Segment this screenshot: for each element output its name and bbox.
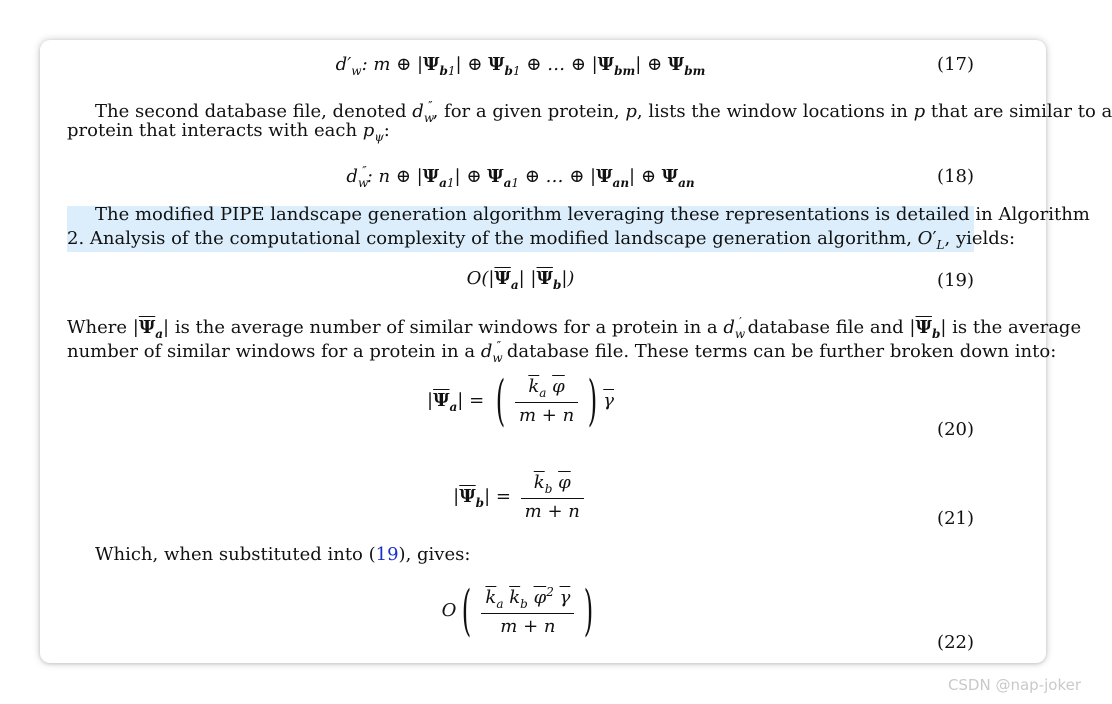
- equation-21-number: (21): [937, 508, 974, 529]
- paragraph-2-line-2: 2. Analysis of the computational complexity of the modified landscape generation algorithm, $O'_L$, yields:: [67, 228, 1016, 252]
- text-span: is the average number of similar windows for a protein in a: [169, 317, 724, 338]
- equation-18: [67, 164, 974, 190]
- equation-20-body: $|\overline{\Psi}_a|$ = ( $\frac{\overline{k}_a \overline{\varphi}}{m + n}$ ) $\overline{\gamma}$: [427, 369, 614, 432]
- paragraph-4: [67, 543, 974, 567]
- equation-17-number: (17): [937, 54, 974, 75]
- equation-20: [67, 369, 974, 444]
- equation-22-body: O ( $\frac{\overline{k}_a \overline{k}_b \overline{\varphi}^2 \overline{\gamma}}{m + n}$ ): [441, 579, 594, 642]
- paragraph-1-line-2: protein that interacts with each $p_\psi$:: [67, 120, 390, 144]
- text-span: database file. These terms can be further broken down into:: [501, 341, 1057, 362]
- equation-19-body: $O(|\overline{\Psi}_a|$ $|\overline{\Psi}_b|$): [466, 268, 575, 292]
- text-span: , yields:: [944, 228, 1016, 249]
- equation-21: [67, 472, 974, 534]
- equation-22: [67, 579, 974, 660]
- equation-20-number: (20): [937, 419, 974, 440]
- equation-21-body: $|\overline{\Psi}_b|$ = $\frac{\overline{k}_b \overline{\varphi}}{m + n}$: [67, 472, 974, 522]
- equation-19: [67, 268, 974, 296]
- text-span: number of similar windows for a protein in a: [67, 341, 481, 362]
- equation-17: [67, 54, 974, 80]
- page-content: [67, 40, 1112, 663]
- text-span: , lists the window locations in: [636, 101, 914, 122]
- equation-18-body: $d_w''$: n ⊕ $|\Psi_{a1}|$ ⊕ $\Psi_{a1}$ ⊕ … ⊕ $|\Psi_{an}|$ ⊕ $\Psi_{an}$: [346, 164, 695, 190]
- paragraph-2-line-1: The modified PIPE landscape generation algorithm leveraging these representations is detailed in Algorithm: [95, 204, 1090, 225]
- equation-22-number: (22): [937, 632, 974, 653]
- watermark: CSDN @nap-joker: [947, 676, 1081, 694]
- text-span: , for a given protein,: [432, 101, 626, 122]
- text-span: ), gives:: [398, 544, 471, 565]
- text-span: is the average: [946, 317, 1082, 338]
- equation-18-number: (18): [937, 166, 974, 187]
- text-span: Where: [67, 317, 133, 338]
- equation-19-number: (19): [937, 270, 974, 291]
- paragraph-3-line-2: number of similar windows for a protein in a $d_w''$ database file. These terms can be further broken down into:: [67, 339, 1057, 365]
- paragraph-3-line-1: Where $|\overline{\Psi}_a|$ is the average number of similar windows for a protein in a $d_w'$ database file and $|\overline{\Psi}_b|$ is the average: [67, 315, 1082, 341]
- paper-page: [40, 40, 1112, 663]
- text-span: 2. Analysis of the computational complexity of the modified landscape generation algorithm,: [67, 228, 918, 249]
- text-span: that are similar to a: [925, 101, 1112, 122]
- equation-17-body: $d'_w$: m ⊕ $|\Psi_{b1}|$ ⊕ $\Psi_{b1}$ ⊕ … ⊕ $|\Psi_{bm}|$ ⊕ $\Psi_{bm}$: [335, 54, 706, 78]
- paragraph-1-line-1: The second database file, denoted $d_w''$, for a given protein, p, lists the window locations in p that are similar to a: [95, 99, 1112, 125]
- text-span: Which, when substituted into (: [95, 544, 376, 565]
- text-span: The second database file, denoted: [95, 101, 413, 122]
- text-span: :: [383, 120, 390, 141]
- text-span: protein that interacts with each: [67, 120, 363, 141]
- equation-19-link[interactable]: 19: [375, 544, 399, 565]
- text-span: database file and: [741, 317, 910, 338]
